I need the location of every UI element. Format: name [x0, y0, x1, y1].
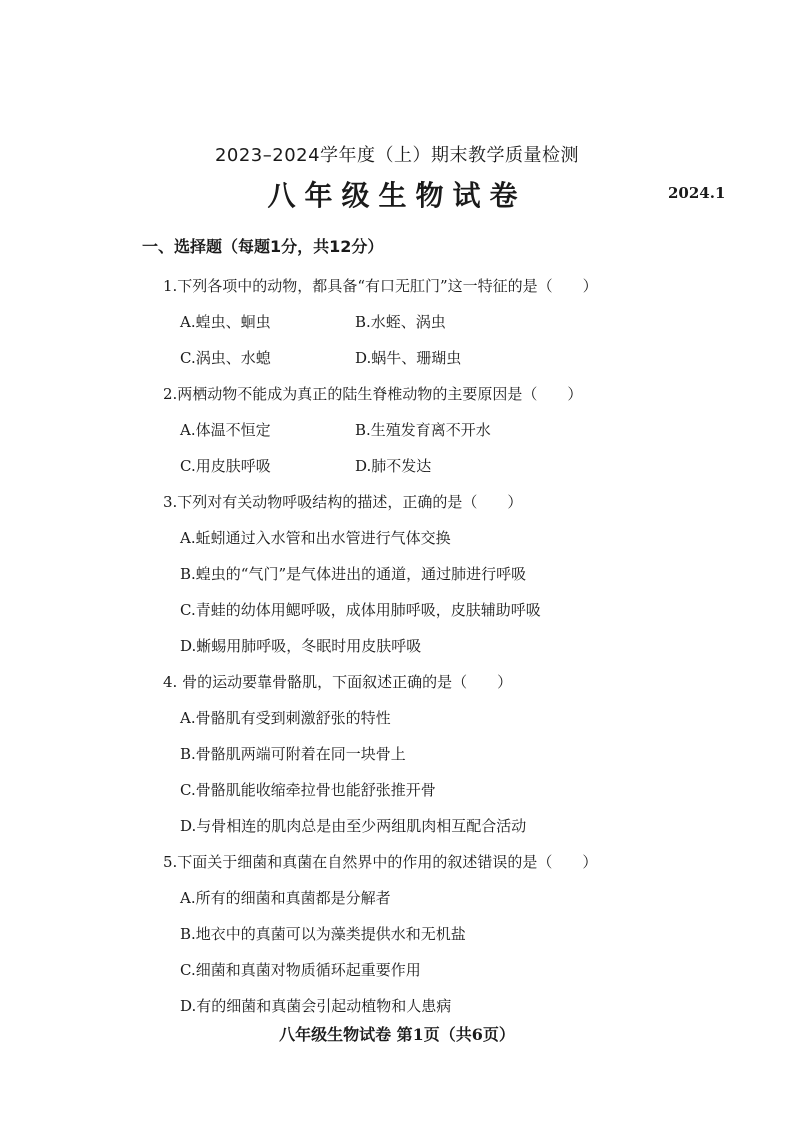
option-b: B.骨骼肌两端可附着在同一块骨上	[180, 745, 406, 763]
question-2	[163, 376, 683, 484]
option-a: A.蝗虫、蛔虫	[180, 313, 271, 331]
option-d: D.肺不发达	[355, 457, 432, 475]
question-stem: 4. 骨的运动要靠骨骼肌，下面叙述正确的是（ ）	[163, 673, 513, 691]
page-footer: 八年级生物试卷 第1页（共6页）	[279, 1025, 515, 1044]
section-title: 一、选择题（每题1分，共12分）	[142, 237, 384, 256]
options	[180, 700, 683, 844]
option-d: D.与骨相连的肌肉总是由至少两组肌肉相互配合活动	[180, 817, 527, 835]
option-d: D.有的细菌和真菌会引起动植物和人患病	[180, 997, 452, 1015]
option-b: B.水蛭、涡虫	[355, 313, 446, 331]
option-a: A.体温不恒定	[180, 421, 271, 439]
option-c: C.细菌和真菌对物质循环起重要作用	[180, 961, 421, 979]
option-d: D.蜥蜴用肺呼吸，冬眠时用皮肤呼吸	[180, 637, 422, 655]
question-stem: 3.下列对有关动物呼吸结构的描述，正确的是（ ）	[163, 493, 523, 511]
exam-date: 2024.1	[668, 184, 726, 202]
option-a: A.骨骼肌有受到刺激舒张的特性	[180, 709, 391, 727]
question-list	[163, 268, 683, 1024]
question-5	[163, 844, 683, 1024]
option-b: B.生殖发育离不开水	[355, 421, 491, 439]
option-d: D.蜗牛、珊瑚虫	[355, 349, 462, 367]
option-c: C.涡虫、水螅	[180, 349, 271, 367]
options	[180, 880, 683, 1024]
question-3	[163, 484, 683, 664]
option-b: B.地衣中的真菌可以为藻类提供水和无机盐	[180, 925, 466, 943]
question-stem: 5.下面关于细菌和真菌在自然界中的作用的叙述错误的是（ ）	[163, 853, 598, 871]
exam-title: 2023–2024学年度（上）期末教学质量检测	[214, 145, 580, 166]
options	[180, 520, 683, 664]
question-1	[163, 268, 683, 376]
option-a: A.所有的细菌和真菌都是分解者	[180, 889, 391, 907]
paper-title: 八年级生物试卷	[267, 179, 527, 212]
option-c: C.用皮肤呼吸	[180, 457, 271, 475]
question-stem: 1.下列各项中的动物，都具备“有口无肛门”这一特征的是（ ）	[163, 277, 598, 295]
options	[180, 412, 683, 484]
option-c: C.骨骼肌能收缩牵拉骨也能舒张推开骨	[180, 781, 436, 799]
option-b: B.蝗虫的“气门”是气体进出的通道，通过肺进行呼吸	[180, 565, 527, 583]
options	[180, 304, 683, 376]
option-a: A.蚯蚓通过入水管和出水管进行气体交换	[180, 529, 451, 547]
question-stem: 2.两栖动物不能成为真正的陆生脊椎动物的主要原因是（ ）	[163, 385, 583, 403]
question-4	[163, 664, 683, 844]
option-c: C.青蛙的幼体用鳃呼吸，成体用肺呼吸，皮肤辅助呼吸	[180, 601, 541, 619]
